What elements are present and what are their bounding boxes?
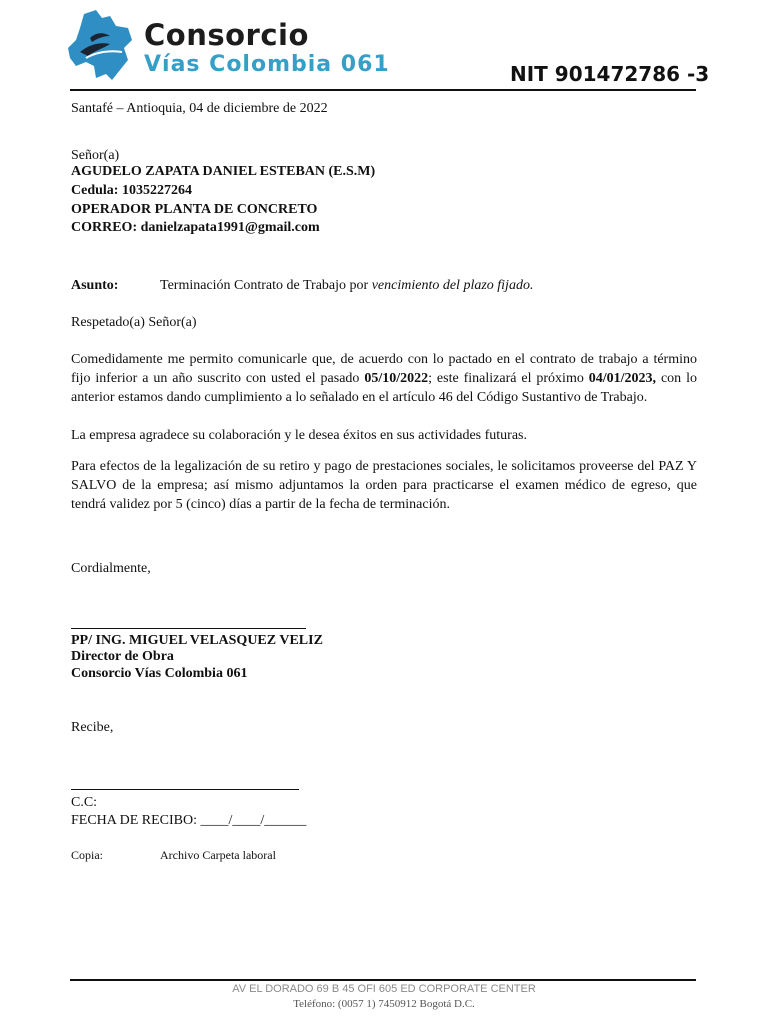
receipt-date-label: FECHA DE RECIBO: ____/____/______ — [71, 813, 307, 828]
greeting: Respetado(a) Señor(a) — [71, 315, 197, 330]
footer-address: AV EL DORADO 69 B 45 OFI 605 ED CORPORATE CENTER — [232, 983, 536, 995]
contract-end-date: 04/01/2023, — [588, 371, 657, 386]
recipient-role: OPERADOR PLANTA DE CONCRETO — [71, 202, 318, 217]
subject-line — [160, 276, 533, 295]
subject-text: Terminación Contrato de Trabajo por — [160, 278, 372, 293]
recipient-email: CORREO: danielzapata1991@gmail.com — [71, 220, 320, 235]
company-nit: NIT 901472786 -3 — [510, 62, 710, 86]
logo-title: Consorcio — [144, 18, 309, 52]
p1-part-c: con lo anterior estamos dando cumplimiento a lo señalado en el artículo 46 del Código Sustantivo de Trabajo. — [71, 371, 697, 405]
contract-start-date: 05/10/2022 — [364, 371, 429, 386]
place-date: Santafé – Antioquia, 04 de diciembre de 2022 — [71, 101, 328, 116]
company-logo — [66, 8, 426, 84]
signer-role: Director de Obra — [71, 649, 174, 664]
closing: Cordialmente, — [71, 561, 151, 576]
p1-part-b: ; este finalizará el próximo — [428, 371, 589, 386]
paragraph-1 — [71, 350, 697, 407]
salutation-prefix: Señor(a) — [71, 148, 120, 163]
colombia-map-icon — [66, 8, 140, 84]
signer-company: Consorcio Vías Colombia 061 — [71, 666, 248, 681]
recipient-name: AGUDELO ZAPATA DANIEL ESTEBAN (E.S.M) — [71, 164, 376, 179]
p1-part-a: Comedidamente me permito comunicarle que, de acuerdo con lo pactado en el contrato de trabajo a término fijo inferior a un año suscrito con usted el pasado — [71, 352, 697, 386]
header-divider — [70, 89, 696, 91]
copy-label: Copia: — [71, 848, 103, 862]
subject-label: Asunto: — [71, 278, 119, 293]
recipient-id: Cedula: 1035227264 — [71, 183, 192, 198]
cc-label: C.C: — [71, 795, 98, 810]
signature-line — [71, 628, 306, 629]
paragraph-2: La empresa agradece su colaboración y le desea éxitos en sus actividades futuras. — [71, 428, 527, 443]
subject-italic: vencimiento del plazo fijado. — [371, 278, 534, 293]
footer-phone: Teléfono: (0057 1) 7450912 Bogotá D.C. — [293, 998, 475, 1010]
logo-subtitle: Vías Colombia 061 — [144, 52, 390, 77]
paragraph-3: Para efectos de la legalización de su retiro y pago de prestaciones sociales, le solicitamos proveerse del PAZ Y SALVO de la empresa; así mismo adjuntamos la orden para practicarse el examen médico de egreso, que tendrá validez por 5 (cinco) días a partir de la fecha de terminación. — [71, 459, 697, 512]
receiver-signature-line — [71, 789, 299, 790]
footer-divider — [70, 979, 696, 981]
signer-name: PP/ ING. MIGUEL VELASQUEZ VELIZ — [71, 633, 323, 648]
copy-text: Archivo Carpeta laboral — [160, 848, 276, 862]
receive-label: Recibe, — [71, 720, 114, 735]
